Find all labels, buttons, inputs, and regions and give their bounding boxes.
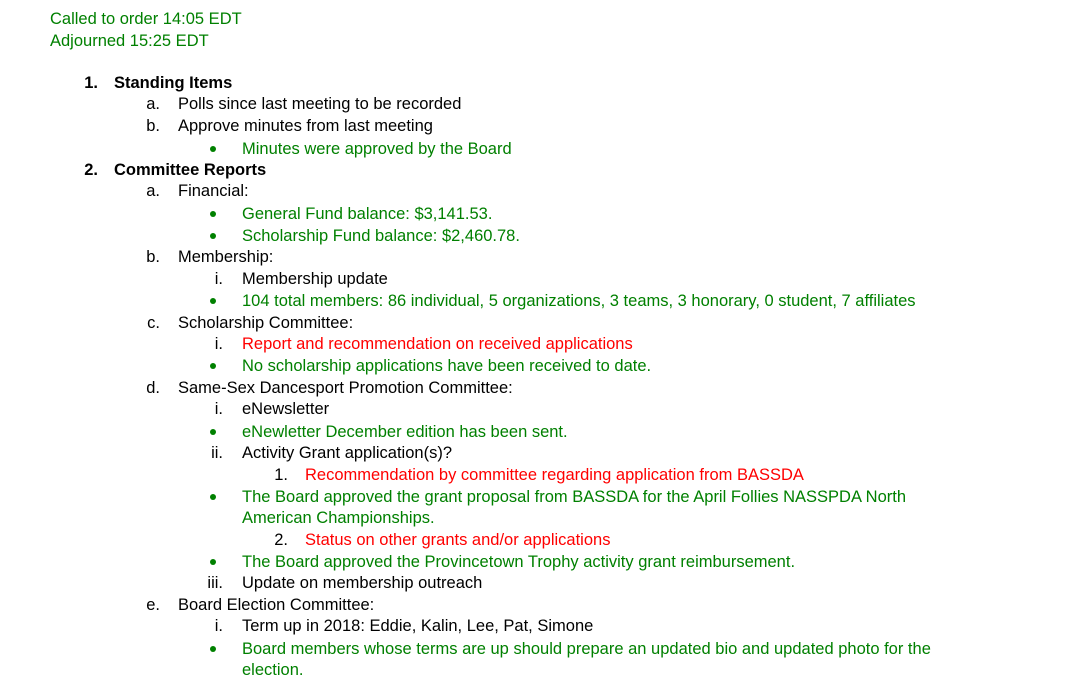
- item-marker: 1.: [274, 466, 288, 484]
- bullet-icon: [210, 559, 216, 565]
- note-scholarship-fund: Scholarship Fund balance: $2,460.78.: [242, 227, 520, 245]
- note-total-members: 104 total members: 86 individual, 5 organizations, 3 teams, 3 honorary, 0 student, 7 affiliates: [242, 292, 916, 310]
- bullet-icon: [210, 298, 216, 304]
- item-marker: i.: [214, 400, 223, 418]
- section-number: 1.: [84, 74, 98, 92]
- item-term-up-2018: Term up in 2018: Eddie, Kalin, Lee, Pat, Simone: [242, 617, 594, 635]
- item-marker: a.: [146, 182, 160, 200]
- item-marker: i.: [214, 335, 223, 353]
- section-title-standing-items: Standing Items: [114, 74, 233, 92]
- item-board-election: Board Election Committee:: [178, 596, 375, 614]
- item-marker: i.: [214, 617, 223, 635]
- item-marker: ii.: [211, 444, 223, 462]
- note-provincetown-approved: The Board approved the Provincetown Trophy activity grant reimbursement.: [242, 553, 796, 571]
- item-marker: b.: [146, 117, 160, 135]
- item-membership-update: Membership update: [242, 270, 388, 288]
- item-approve-minutes: Approve minutes from last meeting: [178, 117, 433, 135]
- note-minutes-approved: Minutes were approved by the Board: [242, 140, 512, 158]
- item-marker: a.: [146, 95, 160, 113]
- bullet-icon: [210, 233, 216, 239]
- item-marker: c.: [147, 314, 160, 332]
- item-report-recommendation: Report and recommendation on received applications: [242, 335, 633, 353]
- bullet-icon: [210, 494, 216, 500]
- item-polls: Polls since last meeting to be recorded: [178, 95, 462, 113]
- note-board-bio-line2: election.: [242, 661, 304, 679]
- note-enewsletter-sent: eNewletter December edition has been sent.: [242, 423, 568, 441]
- item-marker: e.: [146, 596, 160, 614]
- note-grant-approved-line1: The Board approved the grant proposal from BASSDA for the April Follies NASSPDA North: [242, 488, 906, 506]
- bullet-icon: [210, 646, 216, 652]
- note-general-fund: General Fund balance: $3,141.53.: [242, 205, 493, 223]
- item-marker: 2.: [274, 531, 288, 549]
- note-grant-approved-line2: American Championships.: [242, 509, 435, 527]
- adjourned-text: Adjourned 15:25 EDT: [50, 32, 209, 50]
- note-board-bio-line1: Board members whose terms are up should prepare an updated bio and updated photo for the: [242, 640, 931, 658]
- item-membership: Membership:: [178, 248, 274, 266]
- bullet-icon: [210, 146, 216, 152]
- item-enewsletter: eNewsletter: [242, 400, 330, 418]
- item-marker: b.: [146, 248, 160, 266]
- section-number: 2.: [84, 161, 98, 179]
- item-promotion-committee: Same-Sex Dancesport Promotion Committee:: [178, 379, 513, 397]
- bullet-icon: [210, 211, 216, 217]
- item-membership-outreach: Update on membership outreach: [242, 574, 483, 592]
- item-scholarship-committee: Scholarship Committee:: [178, 314, 354, 332]
- item-status-other-grants: Status on other grants and/or applications: [305, 531, 611, 549]
- section-title-committee-reports: Committee Reports: [114, 161, 267, 179]
- item-recommendation-bassda: Recommendation by committee regarding application from BASSDA: [305, 466, 804, 484]
- item-financial: Financial:: [178, 182, 249, 200]
- bullet-icon: [210, 363, 216, 369]
- item-activity-grant: Activity Grant application(s)?: [242, 444, 452, 462]
- note-no-scholarship-applications: No scholarship applications have been received to date.: [242, 357, 652, 375]
- item-marker: iii.: [207, 574, 223, 592]
- bullet-icon: [210, 429, 216, 435]
- item-marker: d.: [146, 379, 160, 397]
- item-marker: i.: [214, 270, 223, 288]
- called-to-order-text: Called to order 14:05 EDT: [50, 10, 242, 28]
